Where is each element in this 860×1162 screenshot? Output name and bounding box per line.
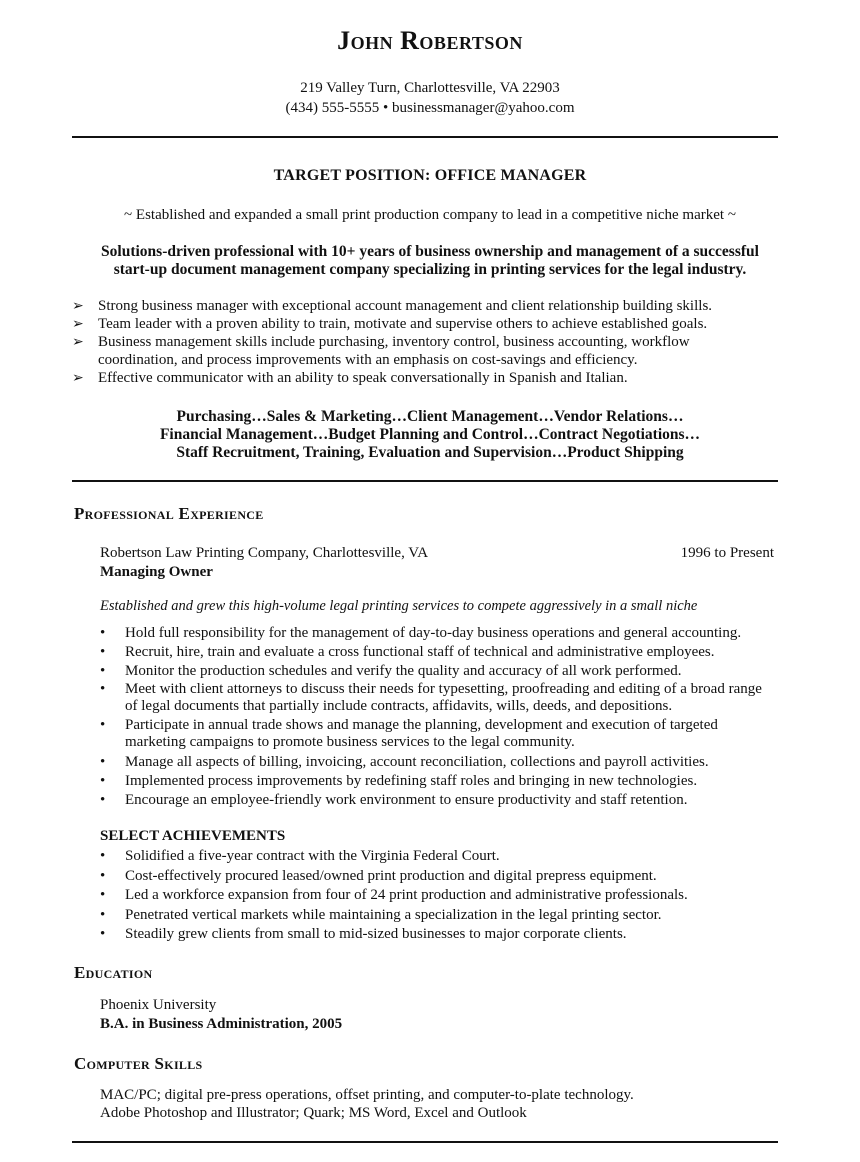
list-item: • Monitor the production schedules and verify the quality and accuracy of all work performed. xyxy=(100,662,682,679)
list-item: • Recruit, hire, train and evaluate a cross functional staff of technical and administrative employees. xyxy=(100,643,715,660)
address: 219 Valley Turn, Charlottesville, VA 22903 xyxy=(300,80,560,96)
resume-name: John Robertson xyxy=(337,26,523,55)
highlight-item: ➢ Strong business manager with exceptional account management and client relationship building skills. xyxy=(72,298,713,314)
highlight-item: ➢ Effective communicator with an ability to speak conversationally in Spanish and Italian. xyxy=(72,370,628,386)
divider-bottom xyxy=(72,1141,778,1143)
highlight-item: ➢ Business management skills include purchasing, inventory control, business accounting, workflow coordination, and process improvements with an emphasis on cost-savings and efficiency. xyxy=(72,334,690,368)
core-skills-line: Financial Management…Budget Planning and Control…Contract Negotiations… xyxy=(159,426,701,443)
round-bullet-icon: • xyxy=(100,662,106,679)
section-heading-education: Education xyxy=(74,963,153,982)
school: Phoenix University xyxy=(100,997,217,1013)
job-title: Managing Owner xyxy=(100,564,213,580)
round-bullet-icon: • xyxy=(100,887,106,903)
summary-line: start-up document management company specializing in printing services for the legal industry. xyxy=(113,261,747,278)
core-skills-line: Purchasing…Sales & Marketing…Client Management…Vendor Relations… xyxy=(176,408,684,425)
list-item: • Steadily grew clients from small to mid-sized businesses to major corporate clients. xyxy=(100,926,627,942)
contact-line: (434) 555-5555 • businessmanager@yahoo.com xyxy=(285,100,575,116)
round-bullet-icon: • xyxy=(100,680,106,697)
round-bullet-icon: • xyxy=(100,643,106,660)
list-item: • Penetrated vertical markets while maintaining a specialization in the legal printing sector. xyxy=(100,906,662,923)
list-item: • Encourage an employee-friendly work environment to ensure productivity and staff retention. xyxy=(100,791,688,808)
duties-list xyxy=(100,625,780,810)
divider-mid xyxy=(72,480,778,482)
round-bullet-icon: • xyxy=(100,772,106,789)
list-item: • Led a workforce expansion from four of 24 print production and administrative professionals. xyxy=(100,887,688,903)
computer-skills-line: MAC/PC; digital pre-press operations, offset printing, and computer-to-plate technology. xyxy=(100,1087,634,1103)
section-heading-experience: Professional Experience xyxy=(74,504,264,523)
company: Robertson Law Printing Company, Charlottesville, VA xyxy=(100,545,429,561)
round-bullet-icon: • xyxy=(100,753,106,770)
section-heading-computer-skills: Computer Skills xyxy=(74,1054,203,1073)
degree: B.A. in Business Administration, 2005 xyxy=(100,1016,343,1032)
arrowhead-bullet-icon: ➢ xyxy=(72,335,84,350)
round-bullet-icon: • xyxy=(100,625,106,641)
round-bullet-icon: • xyxy=(100,906,106,923)
list-item: • Implemented process improvements by redefining staff roles and bringing in new technologies. xyxy=(100,772,698,789)
list-item: • Meet with client attorneys to discuss their needs for typesetting, proofreading and editing of a broad range of legal documents that partially include contracts, affidavits, wills, deeds, and depositions. xyxy=(100,680,762,714)
list-item: • Hold full responsibility for the management of day-to-day business operations and general accounting. xyxy=(100,625,742,641)
achievements-heading: SELECT ACHIEVEMENTS xyxy=(100,828,286,844)
list-item: • Participate in annual trade shows and manage the planning, development and execution of targeted marketing campaigns to promote business services to the legal community. xyxy=(100,716,718,750)
list-item: • Solidified a five-year contract with the Virginia Federal Court. xyxy=(100,848,500,864)
achievements-list xyxy=(100,848,780,946)
round-bullet-icon: • xyxy=(100,791,106,808)
list-item: • Cost-effectively procured leased/owned print production and digital prepress equipment. xyxy=(100,867,657,884)
list-item: • Manage all aspects of billing, invoicing, account reconciliation, collections and payroll activities. xyxy=(100,753,709,770)
divider-top xyxy=(72,136,778,138)
round-bullet-icon: • xyxy=(100,716,106,733)
target-position: TARGET POSITION: OFFICE MANAGER xyxy=(273,167,587,184)
summary-line: Solutions-driven professional with 10+ years of business ownership and management of a successful xyxy=(101,243,759,260)
highlights-list xyxy=(72,298,792,388)
round-bullet-icon: • xyxy=(100,867,106,884)
round-bullet-icon: • xyxy=(100,848,106,864)
round-bullet-icon: • xyxy=(100,926,106,942)
core-skills-line: Staff Recruitment, Training, Evaluation and Supervision…Product Shipping xyxy=(176,444,684,461)
tagline: ~ Established and expanded a small print production company to lead in a competitive niche market ~ xyxy=(124,207,736,223)
arrowhead-bullet-icon: ➢ xyxy=(72,371,84,386)
dates: 1996 to Present xyxy=(680,545,774,561)
highlight-item: ➢ Team leader with a proven ability to train, motivate and supervise others to achieve established goals. xyxy=(72,316,708,332)
arrowhead-bullet-icon: ➢ xyxy=(72,299,84,314)
arrowhead-bullet-icon: ➢ xyxy=(72,317,84,332)
job-description: Established and grew this high-volume legal printing services to compete aggressively in a small niche xyxy=(100,598,698,614)
computer-skills-line: Adobe Photoshop and Illustrator; Quark; MS Word, Excel and Outlook xyxy=(100,1105,527,1121)
